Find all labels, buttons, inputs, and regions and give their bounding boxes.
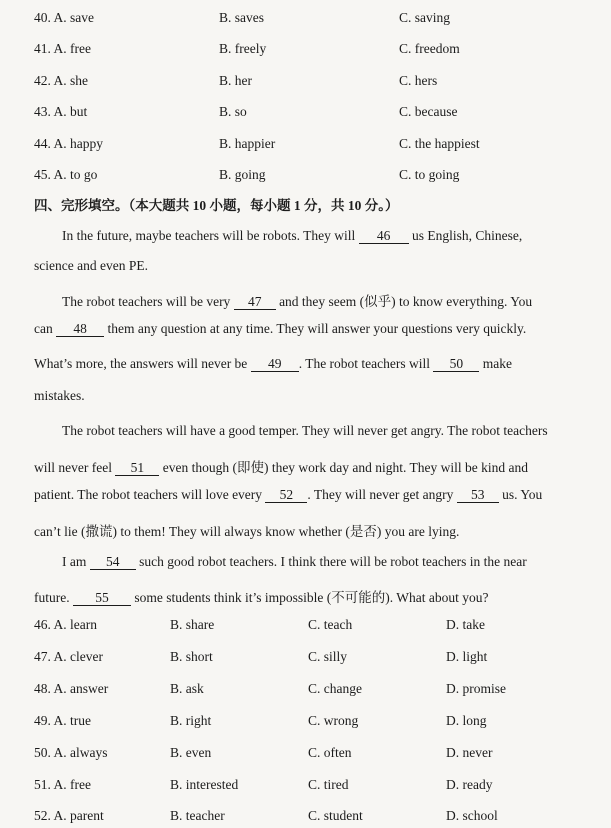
passage-line: can 48 them any question at any time. They will answer your questions very quickly. bbox=[34, 321, 527, 336]
option-c: C. tired bbox=[308, 777, 349, 792]
blank-52: 52 bbox=[265, 488, 307, 503]
passage-line: science and even PE. bbox=[34, 258, 148, 273]
option-b: B. ask bbox=[170, 681, 204, 696]
option-c: C. teach bbox=[308, 617, 353, 632]
option-a: 41. A. free bbox=[34, 41, 91, 56]
question-row bbox=[34, 167, 594, 187]
question-number: 49. bbox=[34, 713, 51, 728]
option-b: B. saves bbox=[219, 10, 264, 25]
option-b: B. her bbox=[219, 73, 252, 88]
option-a: 45. A. to go bbox=[34, 167, 98, 182]
question-number: 48. bbox=[34, 681, 51, 696]
passage-line: will never feel 51 even though (即使) they work day and night. They will be kind and bbox=[34, 460, 529, 475]
option-c: C. often bbox=[308, 745, 352, 760]
option-a: 42. A. she bbox=[34, 73, 89, 88]
option-b: B. teacher bbox=[170, 808, 225, 823]
option-d: D. promise bbox=[446, 681, 506, 696]
question-number: 41. bbox=[34, 41, 51, 56]
question-number: 42. bbox=[34, 73, 51, 88]
option-b: B. even bbox=[170, 745, 212, 760]
question-number: 50. bbox=[34, 745, 51, 760]
passage-line: The robot teachers will be very 47 and they seem (似乎) to know everything. You bbox=[62, 294, 533, 309]
question-row bbox=[34, 713, 594, 733]
option-c: C. the happiest bbox=[399, 136, 480, 151]
option-a: 50. A. always bbox=[34, 745, 108, 760]
blank-47: 47 bbox=[234, 295, 276, 310]
question-number: 45. bbox=[34, 167, 51, 182]
option-a: 48. A. answer bbox=[34, 681, 109, 696]
option-a: 49. A. true bbox=[34, 713, 92, 728]
question-row bbox=[34, 73, 594, 93]
question-number: 51. bbox=[34, 777, 51, 792]
option-a: 44. A. happy bbox=[34, 136, 104, 151]
section-title: 四、完形填空。（本大题共 10 小题，每小题 1 分，共 10 分。） bbox=[34, 198, 399, 213]
option-c: C. saving bbox=[399, 10, 451, 25]
blank-48: 48 bbox=[56, 322, 104, 337]
option-a: 51. A. free bbox=[34, 777, 91, 792]
option-b: B. going bbox=[219, 167, 266, 182]
blank-49: 49 bbox=[251, 357, 299, 372]
option-a: 52. A. parent bbox=[34, 808, 104, 823]
blank-46: 46 bbox=[359, 229, 409, 244]
option-a: 40. A. save bbox=[34, 10, 95, 25]
blank-50: 50 bbox=[433, 357, 479, 372]
option-a: 47. A. clever bbox=[34, 649, 103, 664]
question-number: 40. bbox=[34, 10, 51, 25]
option-c: C. silly bbox=[308, 649, 348, 664]
question-number: 44. bbox=[34, 136, 51, 151]
option-d: D. take bbox=[446, 617, 485, 632]
passage-line: patient. The robot teachers will love every 52 . They will never get angry 53 us. You bbox=[34, 487, 543, 502]
option-b: B. share bbox=[170, 617, 215, 632]
question-number: 52. bbox=[34, 808, 51, 823]
option-c: C. wrong bbox=[308, 713, 359, 728]
passage-line: future. 55 some students think it’s impossible (不可能的). What about you? bbox=[34, 590, 489, 605]
question-row bbox=[34, 104, 594, 124]
question-number: 47. bbox=[34, 649, 51, 664]
question-row bbox=[34, 41, 594, 61]
option-b: B. short bbox=[170, 649, 213, 664]
option-b: B. right bbox=[170, 713, 212, 728]
option-d: D. school bbox=[446, 808, 498, 823]
option-c: C. hers bbox=[399, 73, 438, 88]
option-d: D. ready bbox=[446, 777, 493, 792]
passage-line: The robot teachers will have a good temper. They will never get angry. The robot teachers bbox=[62, 423, 548, 438]
passage-line: In the future, maybe teachers will be robots. They will 46 us English, Chinese, bbox=[62, 228, 523, 243]
option-d: D. long bbox=[446, 713, 487, 728]
question-row bbox=[34, 617, 594, 637]
question-row bbox=[34, 649, 594, 669]
option-b: B. freely bbox=[219, 41, 267, 56]
option-d: D. never bbox=[446, 745, 493, 760]
question-row bbox=[34, 136, 594, 156]
option-c: C. because bbox=[399, 104, 458, 119]
blank-53: 53 bbox=[457, 488, 499, 503]
option-c: C. student bbox=[308, 808, 363, 823]
passage-line: What’s more, the answers will never be 49 . The robot teachers will 50 make bbox=[34, 356, 513, 371]
question-row bbox=[34, 777, 594, 797]
passage-line: mistakes. bbox=[34, 388, 85, 403]
option-a: 46. A. learn bbox=[34, 617, 97, 632]
question-row bbox=[34, 808, 594, 828]
option-c: C. to going bbox=[399, 167, 460, 182]
passage-line: can’t lie (撒谎) to them! They will always know whether (是否) you are lying. bbox=[34, 524, 460, 539]
blank-55: 55 bbox=[73, 591, 131, 606]
question-number: 46. bbox=[34, 617, 51, 632]
option-c: C. change bbox=[308, 681, 362, 696]
question-row bbox=[34, 681, 594, 701]
option-d: D. light bbox=[446, 649, 488, 664]
option-a: 43. A. but bbox=[34, 104, 88, 119]
blank-54: 54 bbox=[90, 555, 136, 570]
passage-line: I am 54 such good robot teachers. I think there will be robot teachers in the near bbox=[62, 554, 527, 569]
question-row bbox=[34, 10, 594, 30]
option-c: C. freedom bbox=[399, 41, 460, 56]
question-row bbox=[34, 745, 594, 765]
blank-51: 51 bbox=[115, 461, 159, 476]
option-b: B. happier bbox=[219, 136, 276, 151]
option-b: B. so bbox=[219, 104, 247, 119]
question-number: 43. bbox=[34, 104, 51, 119]
option-b: B. interested bbox=[170, 777, 239, 792]
